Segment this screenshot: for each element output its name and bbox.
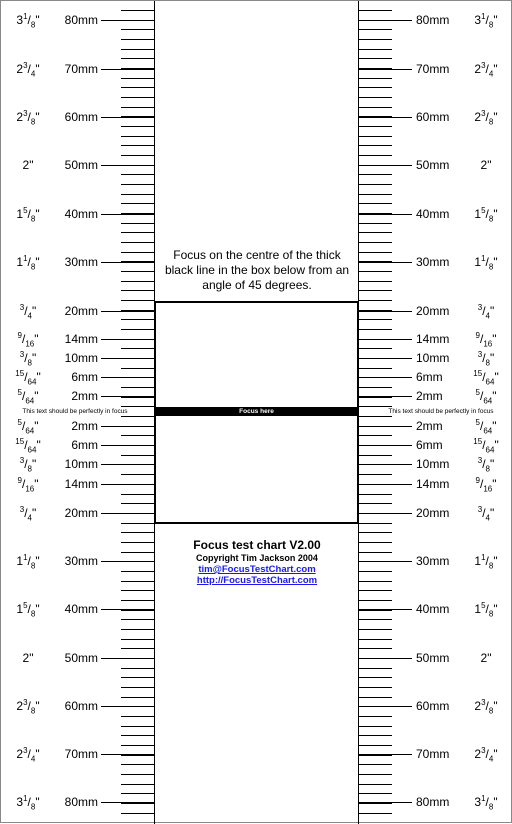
minor-tick-right xyxy=(359,155,392,156)
mm-label-right: 80mm xyxy=(416,795,450,809)
inch-label-left: $^5/_{64}$" xyxy=(17,388,39,406)
focus-note-right: This text should be perfectly in focus xyxy=(388,408,494,415)
minor-tick-left xyxy=(121,223,154,224)
inch-label-right: $2^3/_4$" xyxy=(474,61,498,79)
minor-tick-left xyxy=(121,329,154,330)
mm-label-right: 30mm xyxy=(416,554,450,568)
minor-tick-right xyxy=(359,29,392,30)
inch-label-left: $1^5/_8$" xyxy=(16,601,40,619)
major-tick-left xyxy=(101,706,154,707)
minor-tick-right xyxy=(359,319,392,320)
minor-tick-left xyxy=(121,194,154,195)
minor-tick-left xyxy=(121,145,154,146)
mm-label-right: 60mm xyxy=(416,699,450,713)
minor-tick-right xyxy=(359,271,392,272)
minor-tick-left xyxy=(121,726,154,727)
inch-label-left: $^3/_4$" xyxy=(19,505,37,523)
minor-tick-right xyxy=(359,697,392,698)
minor-tick-left xyxy=(121,745,154,746)
minor-tick-left xyxy=(121,503,154,504)
inch-label-right: $3^1/_8$" xyxy=(474,794,498,812)
mm-label-left: 2mm xyxy=(71,389,98,403)
mm-label-left: 20mm xyxy=(64,506,98,520)
minor-tick-right xyxy=(359,803,392,804)
minor-tick-right xyxy=(359,774,392,775)
minor-tick-left xyxy=(121,78,154,79)
inch-label-right: 2" xyxy=(480,158,492,172)
mm-label-left: 14mm xyxy=(64,332,98,346)
inch-label-right: 2" xyxy=(480,651,492,665)
minor-tick-left xyxy=(121,494,154,495)
minor-tick-right xyxy=(359,49,392,50)
inch-label-right: $1^5/_8$" xyxy=(474,601,498,619)
major-tick-right xyxy=(359,802,412,803)
minor-tick-right xyxy=(359,10,392,11)
minor-tick-right xyxy=(359,126,392,127)
mm-label-left: 10mm xyxy=(64,351,98,365)
inch-label-right: $1^5/_8$" xyxy=(474,206,498,224)
minor-tick-left xyxy=(121,49,154,50)
major-tick-right xyxy=(359,706,412,707)
inch-label-right: $^9/_{16}$" xyxy=(475,331,497,349)
mm-label-right: 50mm xyxy=(416,158,450,172)
major-tick-left xyxy=(101,20,154,21)
minor-tick-right xyxy=(359,619,392,620)
minor-tick-left xyxy=(121,639,154,640)
mm-label-right: 40mm xyxy=(416,602,450,616)
minor-tick-right xyxy=(359,610,392,611)
minor-tick-left xyxy=(121,793,154,794)
major-tick-right xyxy=(359,658,412,659)
inch-label-left: $1^5/_8$" xyxy=(16,206,40,224)
minor-tick-right xyxy=(359,764,392,765)
mm-label-right: 2mm xyxy=(416,419,443,433)
mm-label-right: 20mm xyxy=(416,304,450,318)
inch-label-left: $^5/_{64}$" xyxy=(17,418,39,436)
major-tick-right xyxy=(359,262,412,263)
minor-tick-left xyxy=(121,87,154,88)
minor-tick-right xyxy=(359,813,392,814)
major-tick-right xyxy=(359,426,412,427)
inch-label-left: $^3/_8$" xyxy=(19,350,37,368)
minor-tick-left xyxy=(121,803,154,804)
major-tick-left xyxy=(101,311,154,312)
major-tick-left xyxy=(101,339,154,340)
minor-tick-left xyxy=(121,97,154,98)
major-tick-right xyxy=(359,339,412,340)
minor-tick-left xyxy=(121,716,154,717)
major-tick-right xyxy=(359,165,412,166)
minor-tick-right xyxy=(359,494,392,495)
minor-tick-left xyxy=(121,368,154,369)
minor-tick-right xyxy=(359,203,392,204)
minor-tick-right xyxy=(359,78,392,79)
mm-label-right: 14mm xyxy=(416,332,450,346)
major-tick-left xyxy=(101,658,154,659)
mm-label-left: 80mm xyxy=(64,13,98,27)
major-tick-right xyxy=(359,358,412,359)
minor-tick-left xyxy=(121,252,154,253)
minor-tick-right xyxy=(359,726,392,727)
minor-tick-right xyxy=(359,639,392,640)
major-tick-right xyxy=(359,561,412,562)
minor-tick-right xyxy=(359,58,392,59)
mm-label-left: 20mm xyxy=(64,304,98,318)
minor-tick-left xyxy=(121,619,154,620)
major-tick-left xyxy=(101,358,154,359)
mm-label-left: 2mm xyxy=(71,419,98,433)
minor-tick-right xyxy=(359,348,392,349)
inch-label-right: $^{15}/_{64}$" xyxy=(473,437,499,455)
minor-tick-left xyxy=(121,387,154,388)
minor-tick-right xyxy=(359,194,392,195)
minor-tick-left xyxy=(121,348,154,349)
minor-tick-left xyxy=(121,784,154,785)
major-tick-right xyxy=(359,396,412,397)
inch-label-right: $2^3/_4$" xyxy=(474,746,498,764)
minor-tick-right xyxy=(359,300,392,301)
minor-tick-right xyxy=(359,455,392,456)
inch-label-left: $^{15}/_{64}$" xyxy=(15,369,41,387)
major-tick-right xyxy=(359,609,412,610)
minor-tick-right xyxy=(359,39,392,40)
focus-note-left: This text should be perfectly in focus xyxy=(22,408,128,415)
minor-tick-right xyxy=(359,281,392,282)
inch-label-right: $3^1/_8$" xyxy=(474,12,498,30)
inch-label-left: $1^1/_8$" xyxy=(16,254,40,272)
mm-label-left: 80mm xyxy=(64,795,98,809)
mm-label-right: 20mm xyxy=(416,506,450,520)
major-tick-left xyxy=(101,377,154,378)
inch-label-left: 2" xyxy=(22,651,34,665)
minor-tick-right xyxy=(359,435,392,436)
minor-tick-right xyxy=(359,223,392,224)
major-tick-right xyxy=(359,513,412,514)
mm-label-left: 40mm xyxy=(64,207,98,221)
mm-label-right: 30mm xyxy=(416,255,450,269)
mm-label-left: 50mm xyxy=(64,158,98,172)
minor-tick-right xyxy=(359,542,392,543)
major-tick-right xyxy=(359,69,412,70)
minor-tick-right xyxy=(359,784,392,785)
minor-tick-right xyxy=(359,97,392,98)
minor-tick-right xyxy=(359,397,392,398)
minor-tick-right xyxy=(359,532,392,533)
chart-title: Focus test chart V2.00 xyxy=(193,538,321,552)
minor-tick-left xyxy=(121,648,154,649)
inch-label-left: $1^1/_8$" xyxy=(16,553,40,571)
inch-label-left: $3^1/_8$" xyxy=(16,794,40,812)
major-tick-right xyxy=(359,214,412,215)
minor-tick-right xyxy=(359,232,392,233)
minor-tick-right xyxy=(359,735,392,736)
minor-tick-left xyxy=(121,455,154,456)
inch-label-right: $^5/_{64}$" xyxy=(475,418,497,436)
minor-tick-left xyxy=(121,203,154,204)
minor-tick-left xyxy=(121,155,154,156)
minor-tick-left xyxy=(121,532,154,533)
inch-label-right: $2^3/_8$" xyxy=(474,698,498,716)
major-tick-left xyxy=(101,513,154,514)
inch-label-left: $2^3/_8$" xyxy=(16,698,40,716)
minor-tick-left xyxy=(121,542,154,543)
inch-label-left: $^3/_4$" xyxy=(19,303,37,321)
minor-tick-right xyxy=(359,745,392,746)
minor-tick-left xyxy=(121,697,154,698)
minor-tick-left xyxy=(121,107,154,108)
minor-tick-left xyxy=(121,687,154,688)
minor-tick-right xyxy=(359,552,392,553)
focus-instruction: Focus on the centre of the thick black line in the box below from an angle of 45 degrees. xyxy=(164,248,350,292)
minor-tick-left xyxy=(121,552,154,553)
major-tick-left xyxy=(101,464,154,465)
minor-tick-right xyxy=(359,523,392,524)
minor-tick-right xyxy=(359,252,392,253)
minor-tick-left xyxy=(121,813,154,814)
mm-label-left: 50mm xyxy=(64,651,98,665)
minor-tick-right xyxy=(359,668,392,669)
mm-label-right: 50mm xyxy=(416,651,450,665)
minor-tick-left xyxy=(121,397,154,398)
minor-tick-left xyxy=(121,136,154,137)
email-link[interactable]: tim@FocusTestChart.com xyxy=(198,564,316,575)
minor-tick-right xyxy=(359,755,392,756)
mm-label-left: 40mm xyxy=(64,602,98,616)
minor-tick-left xyxy=(121,300,154,301)
inch-label-left: $^3/_8$" xyxy=(19,456,37,474)
minor-tick-right xyxy=(359,87,392,88)
inch-label-left: $3^1/_8$" xyxy=(16,12,40,30)
minor-tick-left xyxy=(121,764,154,765)
mm-label-right: 40mm xyxy=(416,207,450,221)
mm-label-right: 80mm xyxy=(416,13,450,27)
minor-tick-left xyxy=(121,184,154,185)
minor-tick-left xyxy=(121,571,154,572)
minor-tick-left xyxy=(121,242,154,243)
minor-tick-right xyxy=(359,793,392,794)
minor-tick-left xyxy=(121,281,154,282)
mm-label-left: 30mm xyxy=(64,554,98,568)
major-tick-right xyxy=(359,377,412,378)
minor-tick-left xyxy=(121,600,154,601)
minor-tick-right xyxy=(359,329,392,330)
minor-tick-left xyxy=(121,581,154,582)
major-tick-left xyxy=(101,214,154,215)
mm-label-right: 2mm xyxy=(416,389,443,403)
major-tick-left xyxy=(101,262,154,263)
copyright-text: Copyright Tim Jackson 2004 xyxy=(196,553,318,563)
mm-label-right: 6mm xyxy=(416,370,443,384)
minor-tick-right xyxy=(359,600,392,601)
major-tick-right xyxy=(359,484,412,485)
mm-label-left: 60mm xyxy=(64,699,98,713)
inch-label-left: $2^3/_8$" xyxy=(16,109,40,127)
major-tick-left xyxy=(101,609,154,610)
inch-label-right: $^3/_8$" xyxy=(477,350,495,368)
mm-label-left: 6mm xyxy=(71,438,98,452)
minor-tick-left xyxy=(121,126,154,127)
major-tick-left xyxy=(101,561,154,562)
mm-label-left: 10mm xyxy=(64,457,98,471)
minor-tick-left xyxy=(121,290,154,291)
minor-tick-left xyxy=(121,677,154,678)
inch-label-left: $^9/_{16}$" xyxy=(17,476,39,494)
mm-label-right: 10mm xyxy=(416,351,450,365)
inch-label-left: 2" xyxy=(22,158,34,172)
chart-credits xyxy=(161,538,353,586)
inch-label-right: $1^1/_8$" xyxy=(474,553,498,571)
minor-tick-left xyxy=(121,774,154,775)
minor-tick-left xyxy=(121,523,154,524)
minor-tick-left xyxy=(121,416,154,417)
minor-tick-left xyxy=(121,58,154,59)
minor-tick-right xyxy=(359,474,392,475)
major-tick-right xyxy=(359,754,412,755)
inch-label-right: $^5/_{64}$" xyxy=(475,388,497,406)
major-tick-right xyxy=(359,311,412,312)
inch-label-left: $^9/_{16}$" xyxy=(17,331,39,349)
mm-label-left: 6mm xyxy=(71,370,98,384)
minor-tick-right xyxy=(359,716,392,717)
minor-tick-left xyxy=(121,271,154,272)
minor-tick-right xyxy=(359,174,392,175)
major-tick-right xyxy=(359,445,412,446)
mm-label-left: 60mm xyxy=(64,110,98,124)
minor-tick-right xyxy=(359,581,392,582)
minor-tick-left xyxy=(121,474,154,475)
mm-label-right: 70mm xyxy=(416,62,450,76)
major-tick-right xyxy=(359,464,412,465)
mm-label-right: 14mm xyxy=(416,477,450,491)
minor-tick-left xyxy=(121,755,154,756)
major-tick-right xyxy=(359,117,412,118)
minor-tick-right xyxy=(359,629,392,630)
mm-label-left: 30mm xyxy=(64,255,98,269)
focus-here-label: Focus here xyxy=(239,408,274,415)
minor-tick-left xyxy=(121,590,154,591)
minor-tick-left xyxy=(121,174,154,175)
website-link[interactable]: http://FocusTestChart.com xyxy=(196,575,318,586)
minor-tick-right xyxy=(359,368,392,369)
major-tick-left xyxy=(101,802,154,803)
minor-tick-left xyxy=(121,435,154,436)
minor-tick-right xyxy=(359,677,392,678)
major-tick-left xyxy=(101,117,154,118)
minor-tick-left xyxy=(121,39,154,40)
minor-tick-right xyxy=(359,107,392,108)
inch-label-right: $^3/_4$" xyxy=(477,505,495,523)
major-tick-left xyxy=(101,165,154,166)
mm-label-right: 70mm xyxy=(416,747,450,761)
minor-tick-left xyxy=(121,629,154,630)
minor-tick-left xyxy=(121,735,154,736)
minor-tick-left xyxy=(121,610,154,611)
minor-tick-right xyxy=(359,687,392,688)
major-tick-left xyxy=(101,484,154,485)
minor-tick-left xyxy=(121,10,154,11)
mm-label-left: 70mm xyxy=(64,747,98,761)
major-tick-left xyxy=(101,69,154,70)
inch-label-left: $2^3/_4$" xyxy=(16,746,40,764)
mm-label-right: 60mm xyxy=(416,110,450,124)
minor-tick-right xyxy=(359,571,392,572)
inch-label-right: $^3/_8$" xyxy=(477,456,495,474)
minor-tick-right xyxy=(359,416,392,417)
minor-tick-left xyxy=(121,668,154,669)
minor-tick-left xyxy=(121,29,154,30)
minor-tick-right xyxy=(359,145,392,146)
mm-label-left: 70mm xyxy=(64,62,98,76)
minor-tick-right xyxy=(359,648,392,649)
minor-tick-right xyxy=(359,590,392,591)
major-tick-left xyxy=(101,396,154,397)
inch-label-right: $2^3/_8$" xyxy=(474,109,498,127)
major-tick-left xyxy=(101,754,154,755)
mm-label-right: 6mm xyxy=(416,438,443,452)
minor-tick-right xyxy=(359,290,392,291)
minor-tick-right xyxy=(359,136,392,137)
inch-label-right: $^9/_{16}$" xyxy=(475,476,497,494)
mm-label-right: 10mm xyxy=(416,457,450,471)
mm-label-left: 14mm xyxy=(64,477,98,491)
major-tick-right xyxy=(359,20,412,21)
minor-tick-left xyxy=(121,319,154,320)
inch-label-left: $2^3/_4$" xyxy=(16,61,40,79)
inch-label-right: $^3/_4$" xyxy=(477,303,495,321)
inch-label-left: $^{15}/_{64}$" xyxy=(15,437,41,455)
minor-tick-right xyxy=(359,184,392,185)
minor-tick-right xyxy=(359,503,392,504)
minor-tick-right xyxy=(359,242,392,243)
minor-tick-left xyxy=(121,232,154,233)
major-tick-left xyxy=(101,426,154,427)
inch-label-right: $1^1/_8$" xyxy=(474,254,498,272)
minor-tick-right xyxy=(359,387,392,388)
major-tick-left xyxy=(101,445,154,446)
inch-label-right: $^{15}/_{64}$" xyxy=(473,369,499,387)
